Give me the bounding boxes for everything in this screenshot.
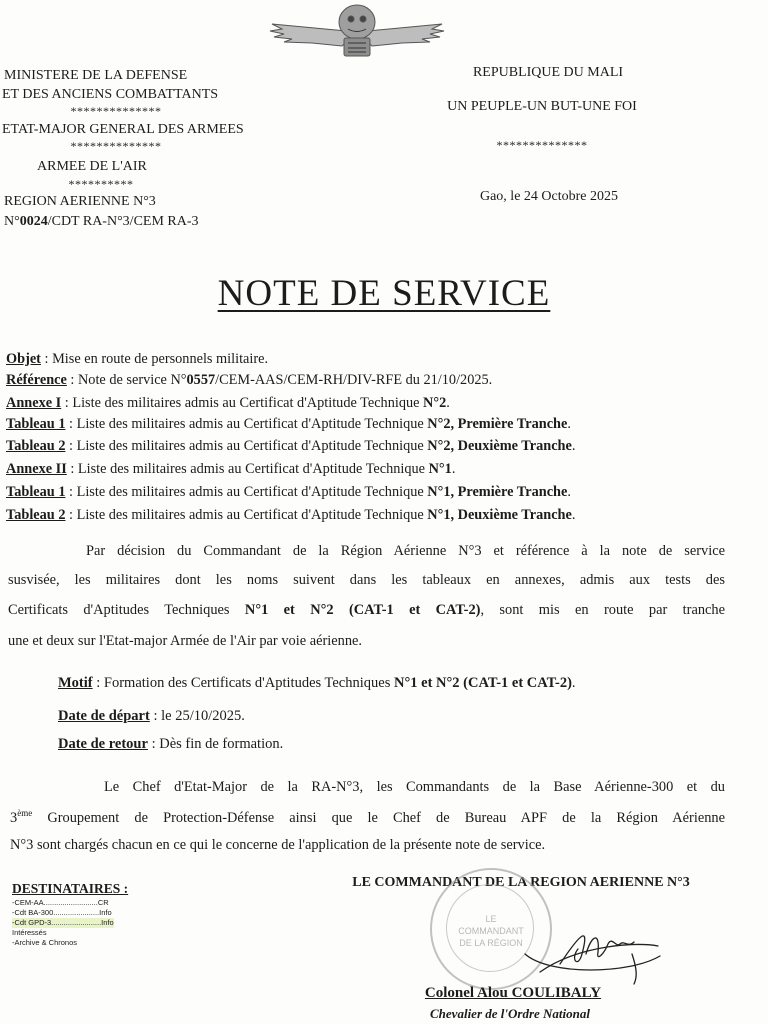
recipient-item: -Cdt BA-300......................Info <box>12 908 112 917</box>
paragraph-line <box>10 808 725 827</box>
text-run: Note de service N° <box>77 372 187 388</box>
paragraph-line <box>8 602 725 619</box>
text-run: N°3 sont chargés chacun en ce qui le concerne de l'application de la présente note de service. <box>10 837 546 853</box>
republic: REPUBLIQUE DU MALI <box>472 65 624 80</box>
air-force: ARMEE DE L'AIR <box>37 159 147 174</box>
detail-line <box>58 708 245 725</box>
reference-line-label: Tableau 1 <box>6 484 66 500</box>
general-staff: ETAT-MAJOR GENERAL DES ARMEES <box>2 122 244 137</box>
signatory-name: Colonel Alou COULIBALY <box>424 985 602 1001</box>
detail-line <box>58 736 283 753</box>
text-run: . <box>571 438 576 454</box>
text-run: ème <box>17 808 33 818</box>
paragraph-line <box>86 543 725 560</box>
ref-suffix: /CDT RA-N°3/CEM RA-3 <box>47 214 199 229</box>
text-run: Liste des militaires admis au Certificat d'Aptitude Technique <box>76 438 428 454</box>
text-run: Certificats d'Aptitudes Techniques <box>8 602 245 618</box>
text-run: /CEM-AAS/CEM-RH/DIV-RFE du 21/10/2025. <box>215 372 493 388</box>
reference-line-label: Tableau 2 <box>6 507 66 523</box>
stars-divider: ************** <box>70 104 162 118</box>
detail-line-label: Date de départ <box>58 708 150 724</box>
stamp-line-3: DE LA RÉGION <box>459 938 523 948</box>
recipient-item: Intéressés <box>12 928 47 937</box>
reference-line <box>6 461 455 478</box>
text-run: N°2 <box>423 395 447 411</box>
separator: : <box>65 416 77 432</box>
text-run: Par décision du Commandant de la Région Aérienne N°3 et référence à la note de service <box>86 543 725 559</box>
text-run: susvisée, les militaires dont les noms suivent dans les tableaux en annexes, admis aux tests des <box>8 572 725 588</box>
separator: : <box>147 736 160 752</box>
text-run: Liste des militaires admis au Certificat d'Aptitude Technique <box>77 461 429 477</box>
text-run: N°1 <box>428 461 452 477</box>
recipients-list <box>12 898 114 948</box>
separator: : <box>61 395 73 411</box>
reference-line-label: Annexe I <box>6 395 62 411</box>
recipient-item: -Archive & Chronos <box>12 938 78 947</box>
national-motto: UN PEUPLE-UN BUT-UNE FOI <box>447 99 637 114</box>
document-reference <box>4 215 199 229</box>
separator: : <box>149 708 162 724</box>
text-run: Liste des militaires admis au Certificat d'Aptitude Technique <box>76 416 428 432</box>
reference-line <box>6 351 268 368</box>
detail-line-label: Motif <box>58 675 93 691</box>
stars-divider: ************** <box>496 138 588 152</box>
recipient-item: -Cdt GPD-3........................Info <box>12 918 114 927</box>
text-run: Liste des militaires admis au Certificat d'Aptitude Technique <box>76 484 428 500</box>
text-run: . <box>567 416 571 432</box>
reference-line <box>6 438 575 455</box>
text-run: N°1, Première Tranche <box>427 484 568 500</box>
reference-line <box>6 416 571 433</box>
text-run: . <box>567 484 571 500</box>
text-run: . <box>451 461 456 477</box>
reference-line <box>6 507 575 524</box>
signature-heading: LE COMMANDANT DE LA REGION AERIENNE N°3 <box>352 875 690 890</box>
text-run: . <box>571 507 576 523</box>
text-run: . <box>571 675 576 691</box>
text-run: Dès fin de formation. <box>159 736 284 752</box>
separator: : <box>65 507 77 523</box>
reference-line-label: Tableau 2 <box>6 438 66 454</box>
stars-divider: ********** <box>68 177 134 191</box>
separator: : <box>66 461 78 477</box>
reference-line-label: Tableau 1 <box>6 416 66 432</box>
text-run: 3 <box>10 809 18 826</box>
text-run: 0557 <box>186 372 216 388</box>
ministry-line-1: MINISTERE DE LA DEFENSE <box>4 68 188 83</box>
text-run: Formation des Certificats d'Aptitudes Techniques <box>103 675 394 691</box>
text-run: N°1 et N°2 (CAT-1 et CAT-2) <box>393 675 572 691</box>
text-run: Mise en route de personnels militaire. <box>52 351 269 367</box>
text-run: Liste des militaires admis au Certificat d'Aptitude Technique <box>72 395 424 411</box>
reference-line-label: Annexe II <box>6 461 67 477</box>
place-and-date: Gao, le 24 Octobre 2025 <box>479 189 619 204</box>
detail-line-label: Date de retour <box>58 736 148 752</box>
separator: : <box>65 484 77 500</box>
recipients-title: DESTINATAIRES : <box>12 881 129 896</box>
separator: : <box>92 675 104 691</box>
separator: : <box>40 351 53 367</box>
reference-line-label: Objet <box>6 351 41 367</box>
text-run: Liste des militaires admis au Certificat d'Aptitude Technique <box>76 507 428 523</box>
text-run: N°2, Deuxième Tranche <box>427 438 572 454</box>
ref-prefix: N° <box>4 214 20 229</box>
detail-line <box>58 675 576 692</box>
stamp-line-2: COMMANDANT <box>458 926 524 936</box>
paragraph-line <box>104 779 725 796</box>
stars-divider: ************** <box>70 139 162 153</box>
document-title: NOTE DE SERVICE <box>217 273 551 314</box>
reference-line-label: Référence <box>6 372 67 388</box>
text-run: , sont mis en route par tranche <box>480 602 726 618</box>
paragraph-line <box>10 837 545 854</box>
paragraph-line <box>8 633 362 650</box>
recipient-item: -CEM-AA..........................CR <box>12 898 109 907</box>
ref-number: 0024 <box>19 214 48 229</box>
text-run: le 25/10/2025. <box>161 708 245 724</box>
air-region: REGION AERIENNE N°3 <box>4 194 156 209</box>
separator: : <box>66 372 78 388</box>
reference-line <box>6 395 450 412</box>
reference-line <box>6 484 571 501</box>
signatory-distinction: Chevalier de l'Ordre National <box>430 1006 590 1021</box>
paragraph-line <box>8 572 725 589</box>
text-run: une et deux sur l'Etat-major Armée de l'Air par voie aérienne. <box>8 633 363 649</box>
text-run: Le Chef d'Etat-Major de la RA-N°3, les Commandants de la Base Aérienne-300 et du <box>104 779 725 795</box>
stamp-line-1: LE <box>485 914 497 924</box>
text-run: . <box>446 395 450 411</box>
handwritten-signature <box>520 914 670 986</box>
pilot-wings-emblem <box>262 2 452 62</box>
text-run: Groupement de Protection-Défense ainsi que le Chef de Bureau APF de la Région Aérienne <box>32 809 725 826</box>
ministry-line-2: ET DES ANCIENS COMBATTANTS <box>2 87 219 102</box>
text-run: N°1, Deuxième Tranche <box>427 507 572 523</box>
separator: : <box>65 438 77 454</box>
text-run: N°1 et N°2 (CAT-1 et CAT-2) <box>244 602 481 618</box>
text-run: N°2, Première Tranche <box>427 416 568 432</box>
reference-line <box>6 372 492 389</box>
